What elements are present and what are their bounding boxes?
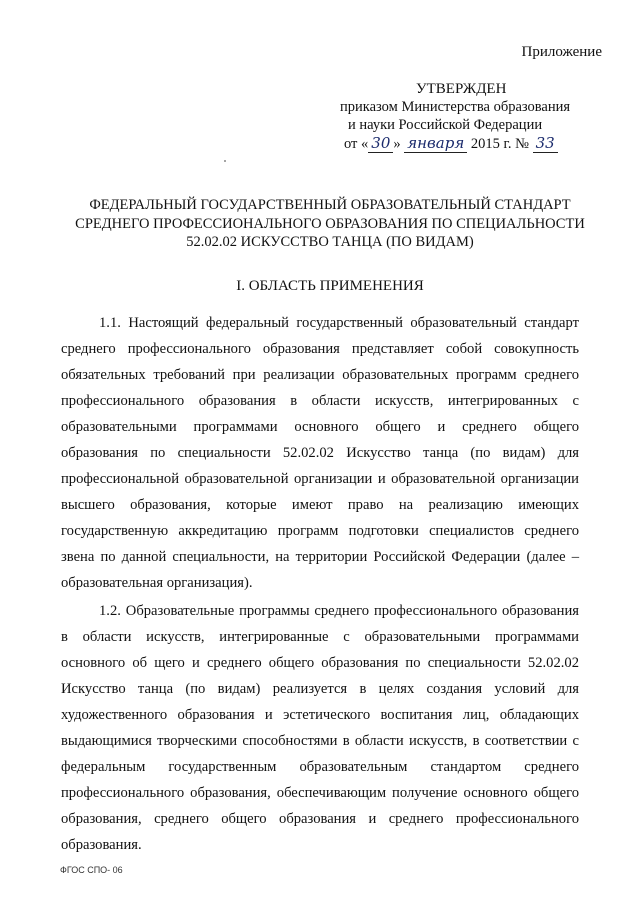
paragraph-1-1: 1.1. Настоящий федеральный государственный образовательный стандарт среднего профессионального образования представляет собой совокупность обязательных требований при реализации образовательных программ среднего профессионального образования в области искусств, интегрированных с образовательными программами основного общего и среднего общего образования по специальности 52.02.02 Искусство танца (по видам) для профессиональной образовательной организации и образовательной организации высшего образования, которые имеют право на реализацию имеющих государственную аккредитацию программ подготовки специалистов среднего звена по данной специальности, на территории Российской Федерации (далее – образовательная организация).: [61, 315, 579, 591]
handwritten-month: января: [404, 134, 467, 153]
date-mid: »: [393, 136, 401, 152]
handwritten-order-number: 33: [533, 134, 558, 153]
appendix-label: Приложение: [521, 44, 602, 60]
document-title: [40, 196, 620, 252]
section-heading: I. ОБЛАСТЬ ПРИМЕНЕНИЯ: [236, 278, 424, 294]
paragraph-1-2: 1.2. Образовательные программы среднего профессионального образования в области искусств, интегрированные с образовательными программами основного об щего и среднего общего образования по специальности 52.02.02 Искусство танца (по видам) реализуется в целях создания условий для художественного образования и эстетического воспитания лиц, обладающих выдающимися творческими способностями в области искусств, в соответствии с федеральным государственным образовательным стандартом среднего профессионального образования, обеспечивающим получение основного общего образования, среднего общего образования и среднего профессионального образования.: [61, 603, 579, 853]
approval-line-federation: и науки Российской Федерации: [348, 117, 543, 133]
approval-line-ministry: приказом Министерства образования: [340, 99, 571, 115]
title-line-2: СРЕДНЕГО ПРОФЕССИОНАЛЬНОГО ОБРАЗОВАНИЯ ПО СПЕЦИАЛЬНОСТИ: [75, 215, 585, 232]
section-body: [61, 310, 579, 860]
title-line-3: 52.02.02 ИСКУССТВО ТАНЦА (ПО ВИДАМ): [186, 234, 474, 250]
date-prefix: от «: [344, 136, 369, 152]
handwritten-day: 30: [368, 134, 393, 153]
footer-code: ФГОС СПО- 06: [60, 865, 123, 875]
approved-label: УТВЕРЖДЕН: [416, 81, 507, 97]
approval-block: [340, 80, 620, 153]
title-line-1: ФЕДЕРАЛЬНЫЙ ГОСУДАРСТВЕННЫЙ ОБРАЗОВАТЕЛЬНЫЙ СТАНДАРТ: [89, 197, 571, 213]
approval-date-line: [340, 134, 620, 153]
scan-speck: [224, 160, 226, 162]
date-year: 2015 г. №: [470, 136, 529, 152]
